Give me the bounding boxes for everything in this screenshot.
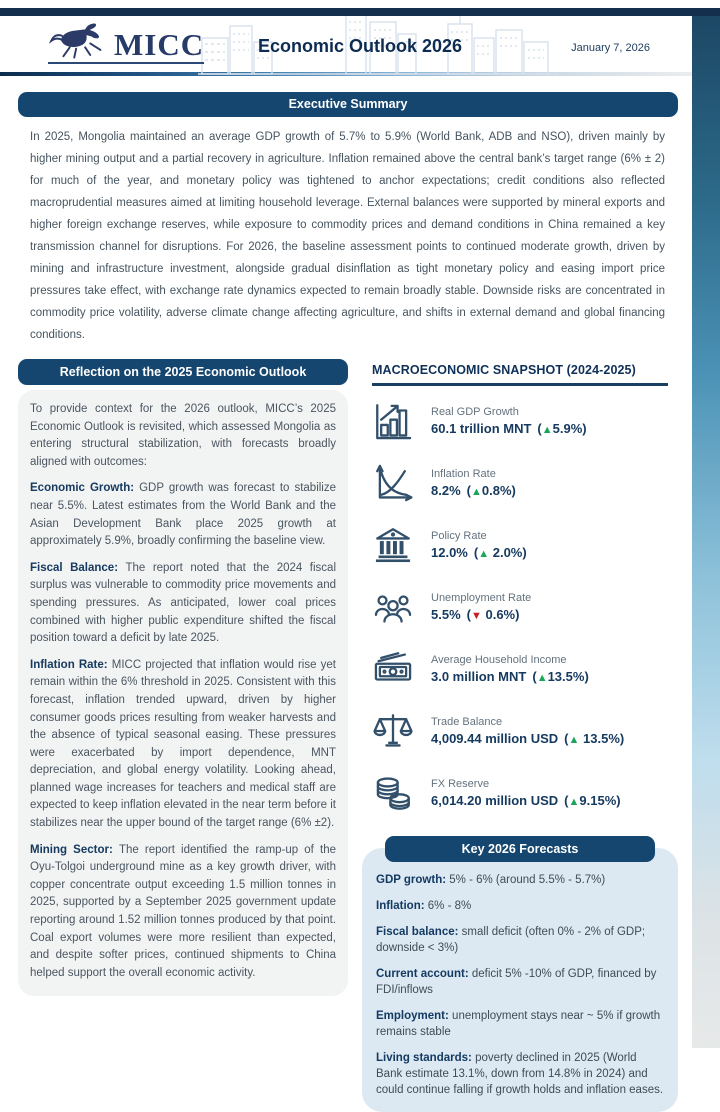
top-accent-bar	[0, 8, 720, 16]
stat-text	[431, 654, 589, 684]
forecast-item	[376, 966, 664, 998]
stat-value: 3.0 million MNT (▲13.5%)	[431, 668, 589, 684]
stat-label: FX Reserve	[431, 777, 490, 790]
snapshot-list	[362, 390, 678, 824]
snapshot-heading-underline	[372, 383, 668, 386]
report-date: January 7, 2026	[571, 42, 650, 54]
executive-summary-heading: Executive Summary	[18, 92, 678, 117]
stat-value: 6,014.20 million USD (▲9.15%)	[431, 792, 621, 808]
forecast-item	[376, 898, 664, 914]
stat-text	[431, 778, 621, 808]
paragraph-text: GDP growth was forecast to stabilize near 5.5%. Latest estimates from the World Bank and the Asian Development Bank place 2025 growth at approximately 5.9%, broadly confirming the baseline view.	[30, 482, 337, 548]
forecasts-panel	[362, 848, 678, 1112]
reflection-paragraph	[30, 480, 336, 550]
right-accent-strip	[692, 8, 720, 1048]
bar-chart-growth-icon	[368, 398, 418, 444]
snapshot-heading: MACROECONOMIC SNAPSHOT (2024-2025)	[372, 363, 636, 377]
paragraph-label: Inflation Rate:	[30, 658, 112, 671]
stat-change: (▲5.9%)	[537, 420, 587, 436]
change-direction-icon: ▲	[470, 485, 482, 498]
stat-label: Trade Balance	[431, 715, 503, 728]
stat-label: Inflation Rate	[431, 467, 496, 480]
snapshot-stat-item	[362, 700, 678, 762]
stat-label: Average Household Income	[431, 653, 567, 666]
logo-wordmark: MICC	[114, 27, 205, 62]
report-page	[0, 8, 720, 1096]
forecast-label: Current account:	[376, 967, 469, 980]
snapshot-stat-item	[362, 762, 678, 824]
forecast-text: poverty declined in 2025 (World Bank estimate 13.1%, down from 14.8% in 2024) and could continue falling if growth holds and inflation eases.	[376, 1051, 664, 1096]
reflection-intro: To provide context for the 2026 outlook, MICC’s 2025 Economic Outlook is revisited, which assessed Mongolia as entering structural stabilization, with forecasts broadly aligned with outcomes:	[30, 403, 336, 468]
forecast-text: deficit 5% -10% of GDP, financed by FDI/inflows	[376, 967, 657, 996]
inflation-curves-icon	[368, 460, 418, 506]
stat-value: 8.2% (▲0.8%)	[431, 482, 516, 498]
forecasts-section	[362, 836, 678, 1112]
micc-logo	[48, 18, 204, 64]
reflection-panel	[18, 390, 348, 996]
change-direction-icon: ▲	[478, 547, 490, 560]
forecast-text: small deficit (often 0% - 2% of GDP; downside < 3%)	[376, 925, 646, 954]
reflection-paragraph	[30, 842, 336, 983]
stat-value: 60.1 trillion MNT (▲5.9%)	[431, 420, 587, 436]
header	[0, 8, 720, 72]
stat-text	[431, 592, 531, 622]
stat-change: (▲9.15%)	[564, 792, 621, 808]
stat-text	[431, 468, 516, 498]
stat-value: 4,009.44 million USD (▲ 13.5%)	[431, 730, 625, 746]
change-direction-icon: ▲	[536, 671, 548, 684]
reflection-paragraph	[30, 657, 336, 833]
stat-change: (▲13.5%)	[532, 668, 589, 684]
forecasts-heading: Key 2026 Forecasts	[385, 836, 655, 862]
forecast-text: unemployment stays near ~ 5% if growth remains stable	[376, 1009, 661, 1038]
stat-change: (▼ 0.6%)	[466, 606, 520, 622]
paragraph-text: The report identified the ramp-up of the Oyu-Tolgoi underground mine as a key growth driver, with copper concentrate output exceeding 1.5 million tonnes in 2025, supported by a September 2025 government update reporting around 1.52 million tonnes produced by that point. Coal export volumes were more resilient than expected, and despite softer prices, continued shipments to China helped support the overall economic activity.	[30, 843, 336, 979]
forecast-label: Fiscal balance:	[376, 925, 459, 938]
executive-summary-body: In 2025, Mongolia maintained an average GDP growth of 5.7% to 5.9% (World Bank, ADB and NSO), driven mainly by higher mining output and a partial recovery in agriculture. Inflation remained above the central bank’s target range (6% ± 2) for much of the year, and monetary policy was tightened to anchor expectations; credit conditions also reflected macroprudential measures aimed at limiting household leverage. External balances were supported by mineral exports and higher foreign exchange reserves, while exposure to commodity prices and demand conditions in China remained a key transmission channel for disruptions. For 2026, the baseline assessment points to continued moderate growth, driven by mining and infrastructure investment, alongside gradual disinflation as tight monetary policy and easing import price pressures take effect, with exchange rate dynamics expected to remain broadly stable. Downside risks are concentrated in commodity price volatility, adverse climate change affecting agriculture, and shifts in external demand and global financing conditions.	[30, 131, 665, 341]
horse-logo-icon	[48, 18, 112, 60]
forecast-label: Living standards:	[376, 1051, 472, 1064]
paragraph-label: Fiscal Balance:	[30, 561, 126, 574]
snapshot-stat-item	[362, 514, 678, 576]
forecast-text: 6% - 8%	[427, 899, 472, 912]
forecast-item	[376, 924, 664, 956]
change-direction-icon: ▼	[470, 609, 482, 622]
forecast-text: 5% - 6% (around 5.5% - 5.7%)	[449, 873, 606, 886]
page-title: Economic Outlook 2026	[257, 36, 463, 56]
stat-text	[431, 406, 587, 436]
forecast-item	[376, 1050, 664, 1098]
content-columns	[18, 359, 678, 1112]
stat-text	[431, 530, 527, 560]
stat-label: Policy Rate	[431, 529, 487, 542]
snapshot-stat-item	[362, 390, 678, 452]
change-direction-icon: ▲	[541, 423, 553, 436]
stat-value: 5.5% (▼ 0.6%)	[431, 606, 520, 622]
paragraph-text: MICC projected that inflation would rise yet remain within the 6% threshold in 2025. Consistent with this forecast, inflation trended upward, driven by higher consumer goods prices resulting from weaker harvests and the absence of typical seasonal easing. These pressures were exacerbated by import dependence, MNT depreciation, and global energy volatility. Looking ahead, planned wage increases for teachers and medical staff are expected to keep inflation elevated in the near term before it stabilizes near the upper bound of the target range (6% ±2).	[30, 658, 336, 830]
snapshot-column	[362, 359, 678, 1112]
coins-icon	[368, 770, 418, 816]
forecast-item	[376, 1008, 664, 1040]
stat-change: (▲ 13.5%)	[564, 730, 625, 746]
balance-scale-icon	[368, 708, 418, 754]
stat-value: 12.0% (▲ 2.0%)	[431, 544, 527, 560]
reflection-column	[18, 359, 348, 996]
stat-label: Unemployment Rate	[431, 591, 532, 604]
snapshot-stat-item	[362, 576, 678, 638]
snapshot-stat-item	[362, 452, 678, 514]
stat-label: Real GDP Growth	[431, 405, 519, 418]
people-icon	[368, 584, 418, 630]
forecast-label: Employment:	[376, 1009, 449, 1022]
stat-change: (▲ 2.0%)	[473, 544, 527, 560]
stat-text	[431, 716, 624, 746]
paragraph-text: The report noted that the 2024 fiscal surplus was vulnerable to commodity price movements and spending pressures. As anticipated, lower coal prices combined with higher public expenditure shifted the fiscal position toward a deficit by late 2025.	[30, 561, 336, 645]
paragraph-label: Economic Growth:	[30, 482, 140, 495]
reflection-heading: Reflection on the 2025 Economic Outlook	[18, 359, 348, 385]
bank-icon	[368, 522, 418, 568]
reflection-paragraph	[30, 560, 336, 648]
paragraph-label: Mining Sector:	[30, 843, 119, 856]
forecast-label: Inflation:	[376, 899, 425, 912]
forecast-label: GDP growth:	[376, 873, 447, 886]
snapshot-stat-item	[362, 638, 678, 700]
forecast-item	[376, 872, 664, 888]
change-direction-icon: ▲	[568, 795, 580, 808]
banknote-icon	[368, 646, 418, 692]
stat-change: (▲0.8%)	[466, 482, 516, 498]
change-direction-icon: ▲	[568, 733, 580, 746]
